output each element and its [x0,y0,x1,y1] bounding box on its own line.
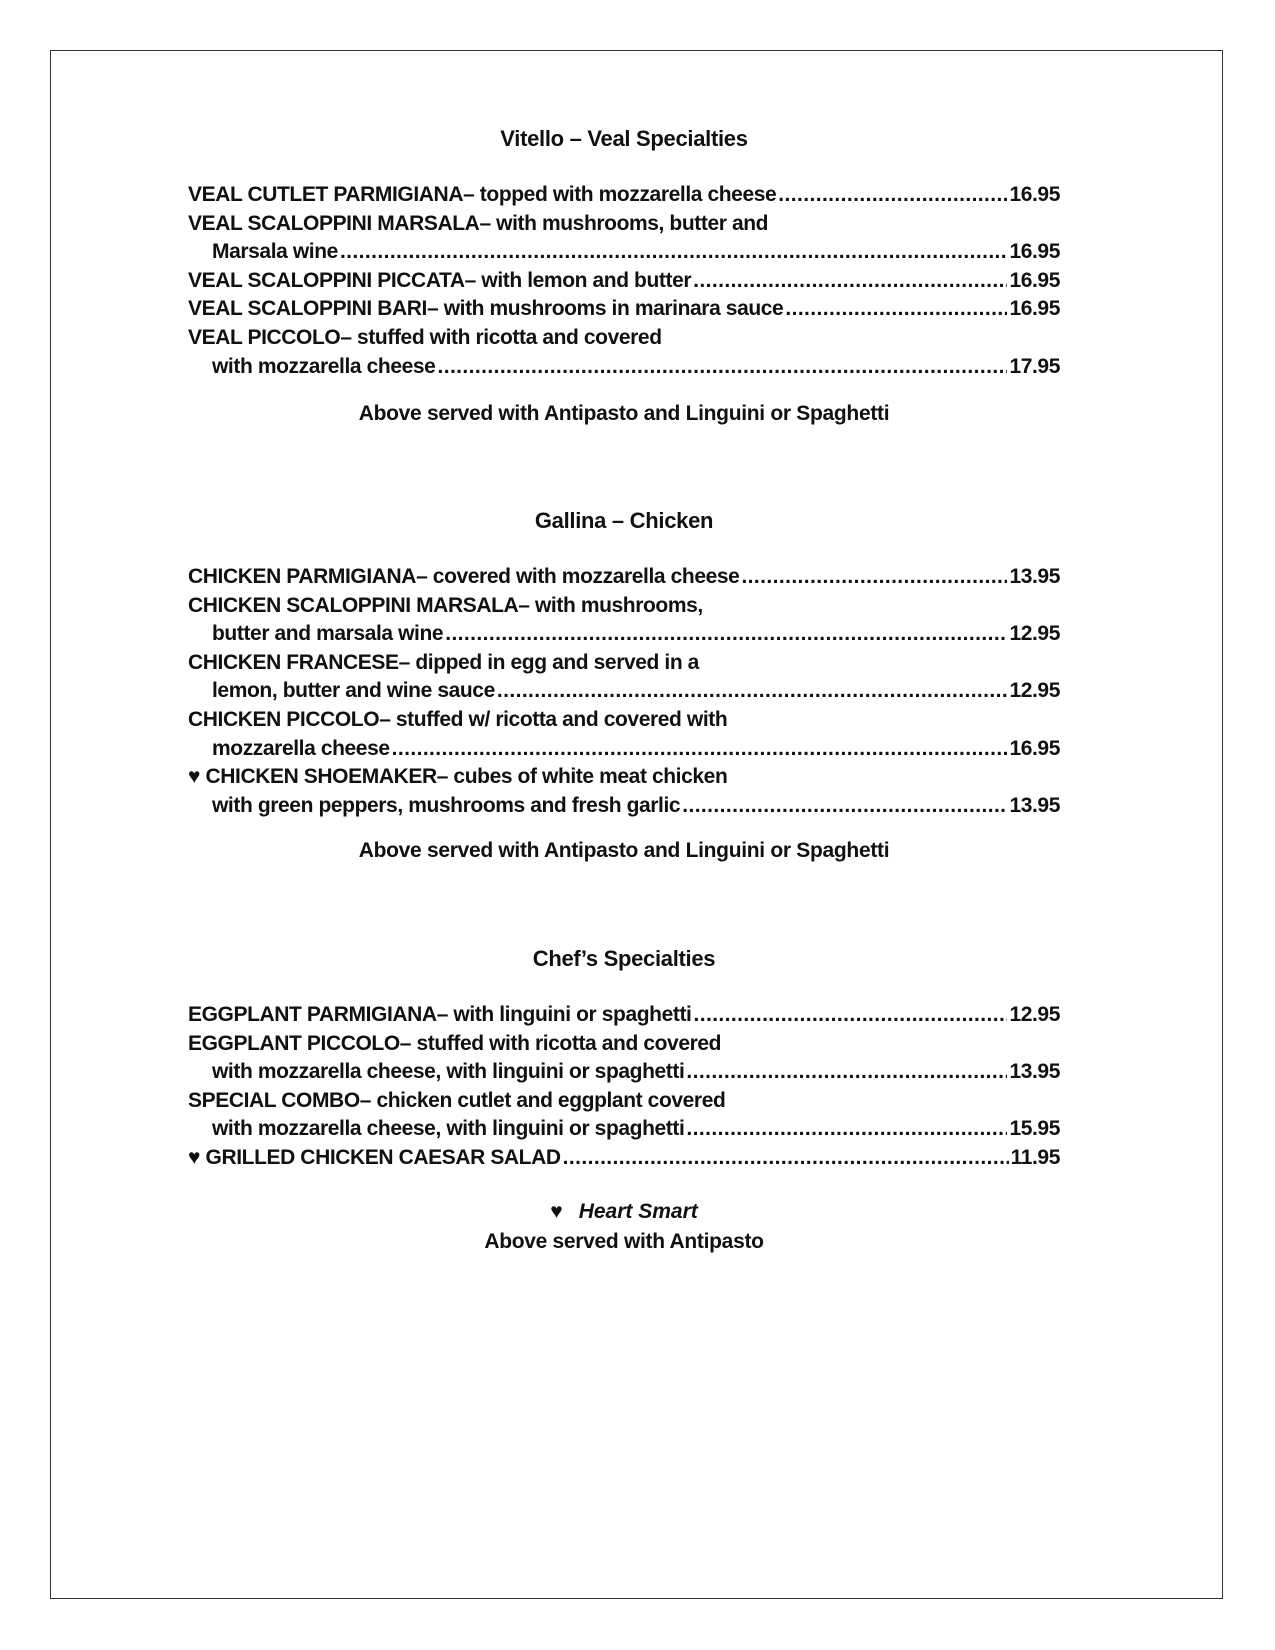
section-footnote: Above served with Antipasto and Linguini or Spaghetti [358,402,890,426]
menu-item-eggplant-parmigiana [188,1001,1060,1030]
item-name: VEAL SCALOPPINI MARSALA [188,211,480,235]
menu-item-grilled-chicken-caesar-salad [188,1144,1060,1173]
menu-item-veal-piccolo [188,324,1060,353]
dot-leader [693,1001,1007,1030]
item-description: – stuffed w/ ricotta and covered with [379,707,728,731]
item-name: CHICKEN PICCOLO [188,707,380,731]
item-price: 12.95 [1009,679,1060,703]
menu-item-continuation [188,792,1060,821]
item-name: ♥ GRILLED CHICKEN CAESAR SALAD [188,1145,561,1169]
menu-item-veal-scaloppini-bari [188,295,1060,324]
item-description: – with mushrooms, [518,593,703,617]
item-price: 16.95 [1009,297,1060,321]
item-name: VEAL PICCOLO [188,325,341,349]
dot-leader [437,353,1007,382]
item-name: VEAL SCALOPPINI BARI [188,297,427,321]
item-price: 16.95 [1009,268,1060,292]
item-price: 16.95 [1009,240,1060,264]
item-description: – topped with mozzarella cheese [463,183,777,206]
item-description: with mozzarella cheese, with linguini or spaghetti [212,1060,685,1084]
menu-item-veal-scaloppini-marsala [188,210,1060,239]
menu-item-chicken-scaloppini-marsala [188,592,1060,621]
menu-item-chicken-francese [188,649,1060,678]
menu-item-special-combo [188,1087,1060,1116]
item-description: – with mushrooms, butter and [479,211,769,235]
item-description: – stuffed with ricotta and covered [399,1031,722,1055]
item-price: 13.95 [1009,793,1060,817]
section-chefs-specialties [188,945,1060,1257]
menu-item-chicken-parmigiana [188,563,1060,592]
section-footnote: Above served with Antipasto [484,1229,764,1253]
item-description: – dipped in egg and served in a [398,650,699,674]
item-description: – cubes of white meat chicken [436,765,728,789]
item-price: 13.95 [1009,1060,1060,1084]
item-description: Marsala wine [212,240,338,264]
item-name: VEAL CUTLET PARMIGIANA [188,183,464,206]
menu-items [188,181,1060,381]
dot-leader [778,181,1007,210]
item-price: 13.95 [1009,565,1060,588]
item-name: CHICKEN PARMIGIANA [188,565,417,588]
item-price: 17.95 [1009,354,1060,378]
menu-item-continuation [188,1058,1060,1087]
item-description: with green peppers, mushrooms and fresh garlic [212,793,681,817]
dot-leader [785,295,1007,324]
item-description: – with linguini or spaghetti [436,1003,692,1026]
dot-leader [741,563,1007,592]
item-description: with mozzarella cheese, with linguini or spaghetti [212,1117,685,1141]
item-price: 15.95 [1009,1117,1060,1141]
item-name: CHICKEN FRANCESE [188,650,399,674]
item-name: ♥ CHICKEN SHOEMAKER [188,765,437,789]
heart-smart-legend [188,1197,1060,1227]
dot-leader [686,1058,1007,1087]
dot-leader [563,1144,1009,1173]
menu-item-chicken-piccolo [188,706,1060,735]
heart-icon: ♥ [550,1199,563,1223]
item-description: – with mushrooms in marinara sauce [426,297,784,321]
menu-item-veal-scaloppini-piccata [188,267,1060,296]
item-description: – covered with mozzarella cheese [416,565,740,588]
item-name: EGGPLANT PICCOLO [188,1031,400,1055]
dot-leader [686,1115,1007,1144]
section-title: Chef’s Specialties [532,946,716,971]
item-description: – stuffed with ricotta and covered [340,325,662,349]
menu-item-continuation [188,735,1060,764]
menu-item-continuation [188,677,1060,706]
dot-leader [693,267,1007,296]
menu-item-continuation [188,238,1060,267]
item-name: SPECIAL COMBO [188,1088,360,1112]
item-price: 16.95 [1009,183,1060,206]
dot-leader [392,735,1008,764]
dot-leader [682,792,1007,821]
menu-item-veal-cutlet-parmigiana [188,181,1060,210]
item-description: – with lemon and butter [464,268,692,292]
section-chicken [188,507,1060,866]
menu-item-chicken-shoemaker [188,763,1060,792]
dot-leader [340,238,1008,267]
section-footnote: Above served with Antipasto and Linguini or Spaghetti [358,839,890,863]
menu-items [188,563,1060,820]
menu-item-eggplant-piccolo [188,1030,1060,1059]
section-title: Vitello – Veal Specialties [500,126,748,151]
heart-smart-label: Heart Smart [578,1199,698,1223]
menu-item-continuation [188,353,1060,382]
dot-leader [497,677,1008,706]
menu-items [188,1001,1060,1173]
item-price: 12.95 [1009,622,1060,646]
menu-item-continuation [188,1115,1060,1144]
item-description: lemon, butter and wine sauce [212,679,495,703]
item-name: CHICKEN SCALOPPINI MARSALA [188,593,519,617]
item-name: VEAL SCALOPPINI PICCATA [188,268,465,292]
item-price: 16.95 [1009,736,1060,760]
item-price: 12.95 [1009,1003,1060,1026]
item-description: with mozzarella cheese [212,354,436,378]
item-description: – chicken cutlet and eggplant covered [359,1088,726,1112]
section-veal [188,125,1060,429]
menu-item-continuation [188,620,1060,649]
item-description: mozzarella cheese [212,736,390,760]
item-name: EGGPLANT PARMIGIANA [188,1003,437,1026]
item-description: butter and marsala wine [212,622,444,646]
section-title: Gallina – Chicken [534,508,714,533]
dot-leader [445,620,1007,649]
item-price: 11.95 [1010,1145,1060,1169]
